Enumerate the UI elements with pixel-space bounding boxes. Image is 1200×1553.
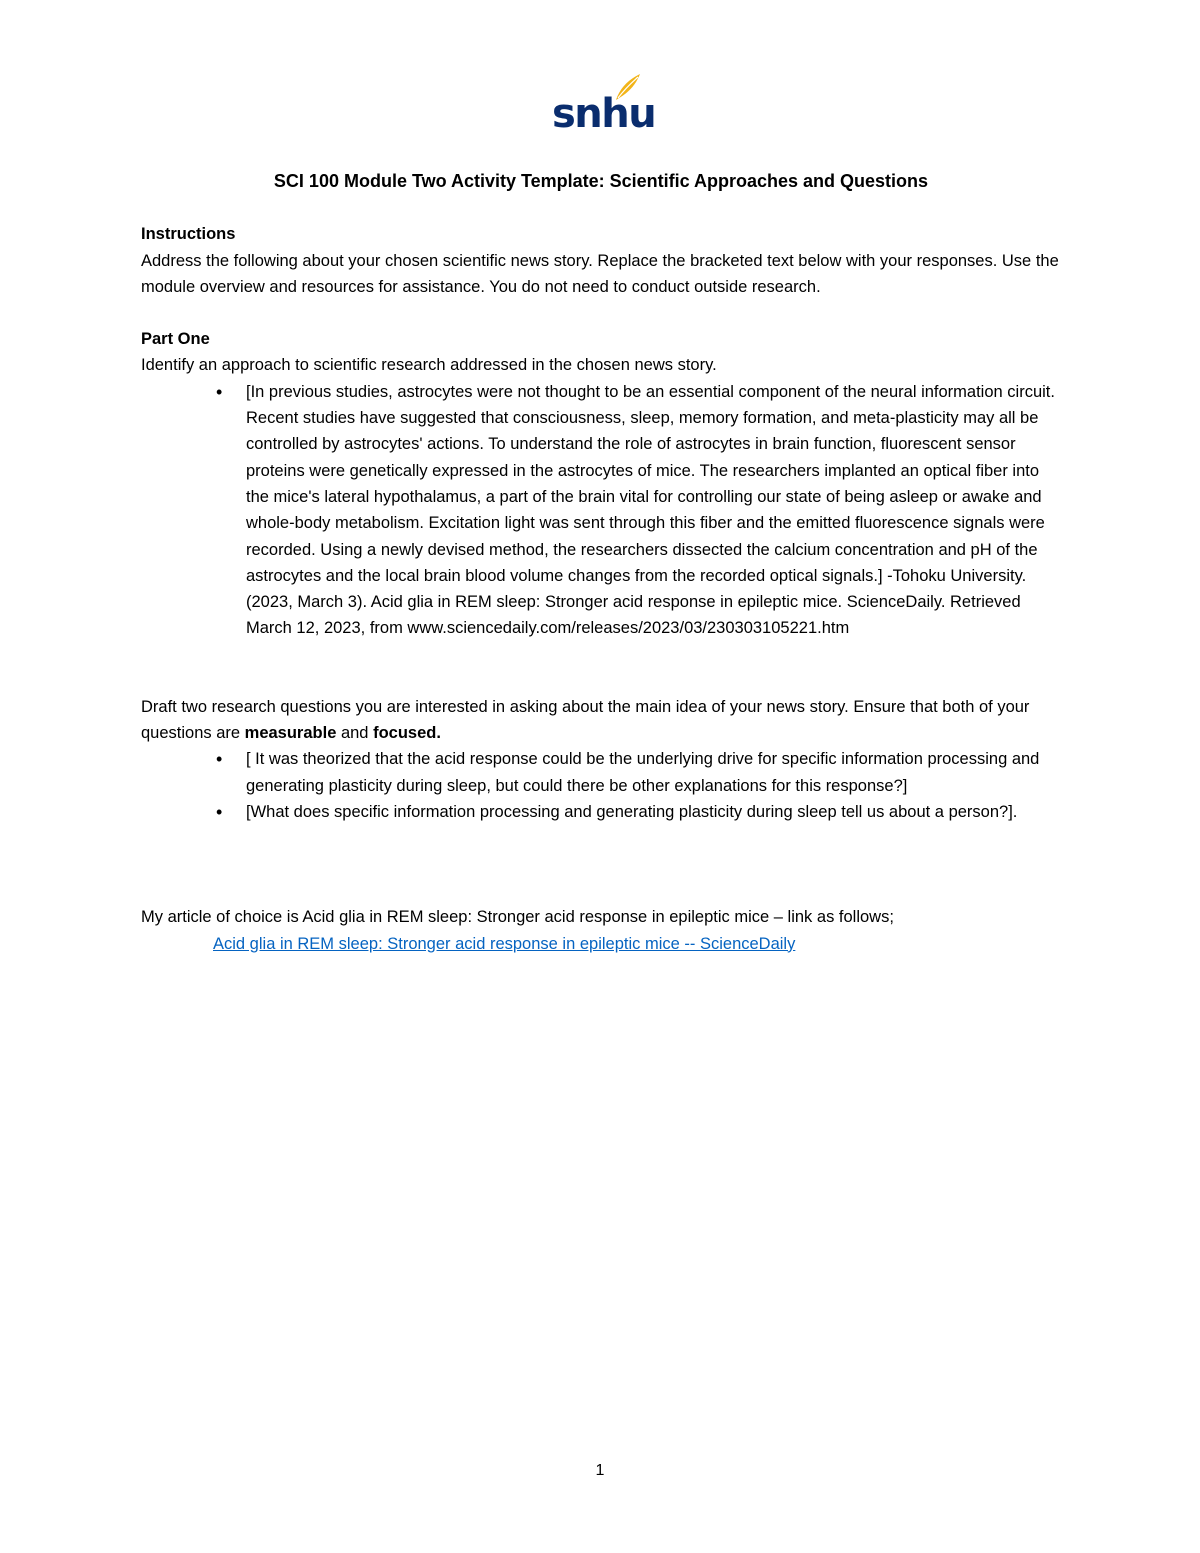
- snhu-logo: [552, 72, 656, 137]
- article-link[interactable]: Acid glia in REM sleep: Stronger acid response in epileptic mice -- ScienceDaily: [213, 934, 796, 953]
- list-item: • [ It was theorized that the acid response could be the underlying drive for specific information processing and generating plasticity during sleep, but could there be other explanations for this response?]: [246, 746, 1061, 799]
- article-link-line: [141, 931, 1061, 957]
- questions-list: [141, 746, 1061, 825]
- instructions-text: Address the following about your chosen scientific news story. Replace the bracketed text below with your responses. Use the module overview and resources for assistance. You do not need to conduct outside research.: [141, 251, 1059, 296]
- document-title: SCI 100 Module Two Activity Template: Scientific Approaches and Questions: [273, 171, 929, 191]
- logo-text: snhu: [552, 91, 656, 137]
- questions-prompt: Draft two research questions you are interested in asking about the main idea of your news story. Ensure that both of your questions are measurable and focused.: [141, 697, 1030, 743]
- part-one-prompt: Identify an approach to scientific research addressed in the chosen news story.: [141, 356, 717, 375]
- part-one-heading: Part One: [141, 330, 210, 349]
- bold-focused: focused.: [373, 724, 441, 743]
- part-one-list: [141, 379, 1061, 642]
- instructions-heading: Instructions: [141, 225, 236, 244]
- bold-measurable: measurable: [244, 724, 337, 743]
- list-item: • [In previous studies, astrocytes were not thought to be an essential component of the neural information circuit. Recent studies have suggested that consciousness, sleep, memory formation, and meta-plasticity may all be controlled by astrocytes' actions. To understand the role of astrocytes in brain function, fluorescent sensor proteins were genetically expressed in the astrocytes of mice. The researchers implanted an optical fiber into the mice's lateral hypothalamus, a part of the brain vital for controlling our state of being asleep or awake and whole-body metabolism. Excitation light was sent through this fiber and the emitted fluorescence signals were recorded. Using a newly devised method, the researchers dissected the calcium concentration and pH of the astrocytes and the local brain blood volume changes from the recorded optical signals.] -Tohoku University. (2023, March 3). Acid glia in REM sleep: Stronger acid response in epileptic mice. ScienceDaily. Retrieved March 12, 2023, from www.sciencedaily.com/releases/2023/03/230303105221.htm: [246, 379, 1061, 642]
- list-item: • [What does specific information processing and generating plasticity during sleep tell us about a person?].: [246, 799, 1061, 825]
- page-number: 1: [595, 1462, 605, 1479]
- article-choice-text: My article of choice is Acid glia in REM sleep: Stronger acid response in epileptic mice – link as follows;: [141, 908, 894, 927]
- document-body: [141, 168, 1061, 957]
